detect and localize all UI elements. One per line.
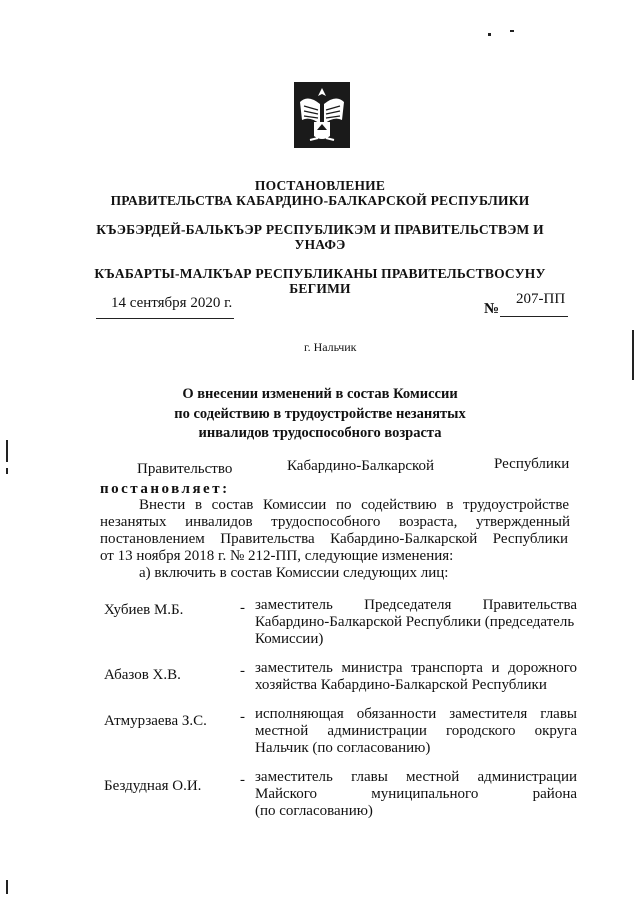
document-type-title: ПОСТАНОВЛЕНИЕ bbox=[254, 178, 386, 193]
member-desc-line: Комиссии) bbox=[255, 631, 324, 647]
subject-line-2: по содействию в трудоустройстве незанятых bbox=[174, 406, 466, 422]
scan-edge-mark bbox=[6, 440, 8, 462]
scan-edge-mark bbox=[6, 468, 8, 474]
member-name: Абазов Х.В. bbox=[104, 667, 181, 683]
member-desc-line: заместитель министра транспорта и дорожного bbox=[255, 660, 577, 676]
intro-republic: Республики bbox=[494, 456, 570, 472]
number-sign: № bbox=[484, 301, 500, 317]
member-desc-line: Майского муниципального района bbox=[255, 786, 577, 802]
member-dash: - bbox=[240, 663, 245, 679]
scan-speck bbox=[488, 33, 491, 36]
subject-line-3: инвалидов трудоспособного возраста bbox=[198, 425, 442, 441]
city: г. Нальчик bbox=[304, 340, 357, 354]
member-desc-line: исполняющая обязанности заместителя главы bbox=[255, 706, 577, 722]
scan-edge-mark bbox=[6, 880, 8, 894]
member-desc-line: Нальчик (по согласованию) bbox=[255, 740, 431, 756]
member-name: Бездудная О.И. bbox=[104, 778, 202, 794]
member-desc-line: хозяйства Кабардино-Балкарской Республики bbox=[255, 677, 547, 693]
member-desc-line: заместитель Председателя Правительства bbox=[255, 597, 577, 613]
header-line-balkar-cont: БЕГИМИ bbox=[289, 281, 351, 296]
member-name: Хубиев М.Б. bbox=[104, 602, 184, 618]
number-underline bbox=[500, 316, 568, 317]
document-number: 207-ПП bbox=[516, 291, 566, 307]
member-name: Атмурзаева З.С. bbox=[104, 713, 207, 729]
intro-kbr: Кабардино-Балкарской bbox=[287, 458, 435, 474]
member-desc-line: заместитель главы местной администрации bbox=[255, 769, 577, 785]
header-line-balkar: КЪАБАРТЫ-МАЛКЪАР РЕСПУБЛИКАНЫ ПРАВИТЕЛЬСТВОСУНУ bbox=[94, 266, 546, 281]
intro-government: Правительство bbox=[137, 461, 233, 477]
header-line-government: ПРАВИТЕЛЬСТВА КАБАРДИНО-БАЛКАРСКОЙ РЕСПУБЛИКИ bbox=[110, 193, 530, 208]
header-line-kabardian-cont: УНАФЭ bbox=[294, 237, 346, 252]
paragraph-line-3: постановлением Правительства Кабардино-Балкарской Республики bbox=[100, 531, 568, 547]
resolves-word: постановляет: bbox=[100, 481, 230, 497]
date-underline bbox=[96, 318, 234, 319]
document-date: 14 сентября 2020 г. bbox=[111, 295, 233, 311]
member-desc-line: Кабардино-Балкарской Республики (председатель bbox=[255, 614, 575, 630]
coat-of-arms-emblem bbox=[292, 80, 352, 150]
paragraph-line-2: незанятых инвалидов трудоспособного возраста, утвержденный bbox=[100, 514, 570, 530]
item-a: а) включить в состав Комиссии следующих лиц: bbox=[139, 565, 449, 581]
member-desc-line: (по согласованию) bbox=[255, 803, 373, 819]
member-dash: - bbox=[240, 709, 245, 725]
member-desc-line: местной администрации городского округа bbox=[255, 723, 577, 739]
member-dash: - bbox=[240, 772, 245, 788]
paragraph-line-4: от 13 ноября 2018 г. № 212-ПП, следующие изменения: bbox=[100, 548, 454, 564]
scan-speck bbox=[510, 30, 514, 32]
paragraph-line-1: Внести в состав Комиссии по содействию в трудоустройстве bbox=[139, 497, 569, 513]
scan-edge-mark bbox=[632, 330, 634, 380]
subject-line-1: О внесении изменений в состав Комиссии bbox=[182, 386, 458, 402]
header-line-kabardian: КЪЭБЭРДЕЙ-БАЛЬКЪЭР РЕСПУБЛИКЭМ И ПРАВИТЕЛЬСТВЭМ И bbox=[96, 222, 544, 237]
member-dash: - bbox=[240, 600, 245, 616]
